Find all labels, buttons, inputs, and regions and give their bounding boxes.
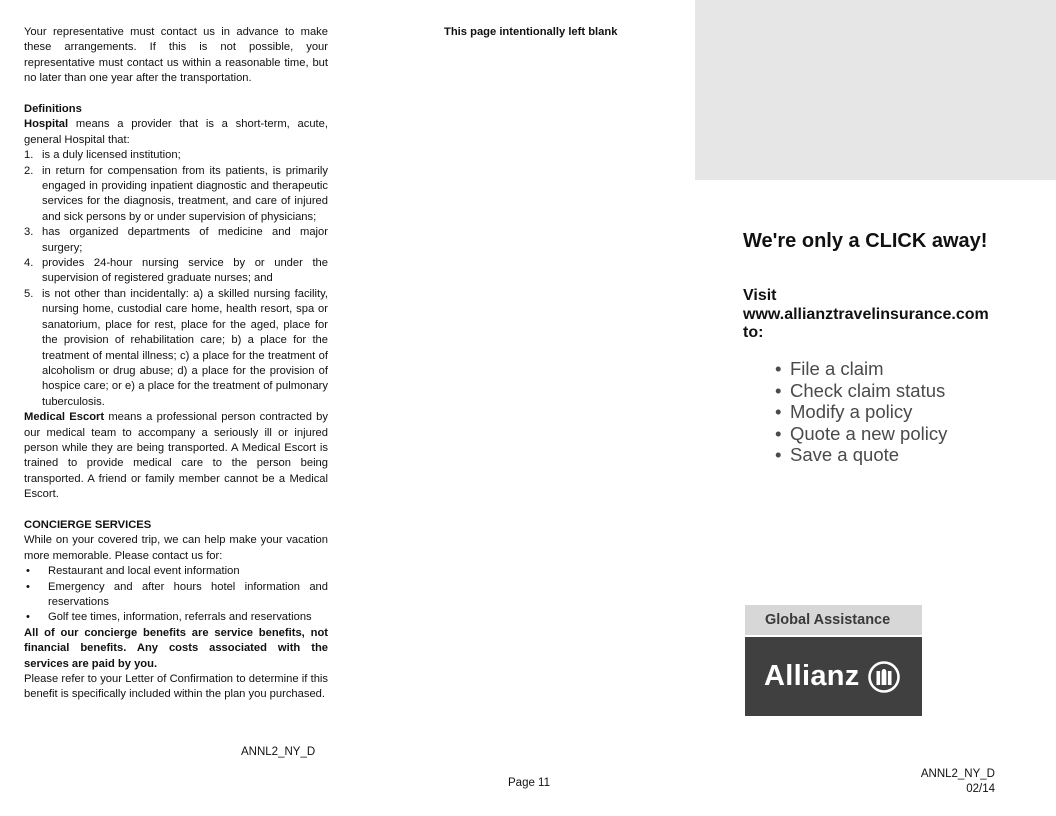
escort-term: Medical Escort	[24, 411, 105, 424]
action-text: Check claim status	[790, 379, 946, 401]
item-number: 1.	[24, 149, 34, 162]
online-actions-list	[775, 358, 947, 466]
item-number: 5.	[24, 287, 34, 300]
bullet-icon: •	[775, 444, 782, 465]
item-number: 2.	[24, 164, 34, 177]
intro-paragraph: Your representative must contact us in advance to make these arrangements. If this is not possible, your representative must contact us within a reasonable time, but no later than one year after the transportation.	[24, 26, 328, 85]
allianz-logo	[745, 605, 922, 716]
left-page-text	[24, 25, 328, 703]
online-action-item	[775, 444, 947, 466]
online-action-item	[775, 380, 947, 402]
item-text: Emergency and after hours hotel information and reservations	[48, 580, 328, 608]
item-text: has organized departments of medicine and major surgery;	[42, 226, 328, 254]
left-text-scaler	[24, 25, 328, 703]
right-footer-date: 02/14	[966, 783, 995, 795]
concierge-item	[24, 610, 328, 625]
item-text: provides 24-hour nursing service by or under the supervision of registered graduate nurses; and	[42, 257, 328, 285]
hospital-criterion-item	[24, 225, 328, 256]
action-text: Save a quote	[790, 444, 900, 465]
item-text: Golf tee times, information, referrals and reservations	[48, 611, 312, 624]
click-headline: We're only a CLICK away!	[743, 230, 988, 252]
concierge-disclaimer: All of our concierge benefits are service benefits, not financial benefits. Any costs associated with the services are paid by you.	[24, 626, 328, 670]
bullet-icon: •	[26, 580, 30, 593]
bullet-icon: •	[775, 401, 782, 422]
right-footer-code: ANNL2_NY_D	[920, 768, 995, 780]
action-text: Modify a policy	[790, 401, 913, 422]
escort-def-text: means a professional person contracted by our medical team to accompany a seriously ill or injured person while they are being transported. A Medical Escort is trained to provide medical care to the person being transported. A friend or family member cannot be a Medical Escort.	[24, 411, 328, 501]
logo-wordmark-panel	[745, 637, 922, 716]
allianz-eagle-icon	[867, 660, 901, 694]
hospital-definition	[24, 117, 328, 148]
item-number: 3.	[24, 226, 34, 239]
logo-global-assistance: Global Assistance	[745, 605, 922, 635]
bullet-icon: •	[26, 611, 30, 624]
bullet-icon: •	[26, 565, 30, 578]
left-footer-code: ANNL2_NY_D	[241, 746, 316, 758]
hospital-criteria-list	[24, 148, 328, 410]
item-text: is a duly licensed institution;	[42, 149, 181, 162]
item-text: is not other than incidentally: a) a skilled nursing facility, nursing home, custodial care home, health resort, spa or sanatorium, place for rest, place for the aged, place for the provision of rehabilitation care; b) a place for the treatment of mental illness; c) a place for the treatment of alcoholism or drug abuse; d) a place for the provision of hospice care; or e) a place for the treatment of pulmonary tuberculosis.	[42, 287, 328, 408]
concierge-note: Please refer to your Letter of Confirmation to determine if this benefit is specifically included within the plan you purchased.	[24, 673, 328, 701]
blank-page-note: This page intentionally left blank	[444, 26, 618, 38]
website-link[interactable]: www.allianztravelinsurance.com	[743, 305, 989, 323]
visit-label: Visit	[743, 287, 777, 304]
concierge-item	[24, 580, 328, 611]
logo-wordmark: Allianz	[764, 660, 860, 692]
bullet-icon: •	[775, 422, 782, 444]
item-text: in return for compensation from its patients, is primarily engaged in providing inpatient diagnostic and therapeutic services for the diagnosis, treatment, and care of injured and sick persons by or under supervision of physicians;	[42, 164, 328, 223]
online-action-item	[775, 423, 947, 445]
hospital-criterion-item	[24, 287, 328, 410]
visit-website	[743, 287, 989, 343]
hospital-criterion-item	[24, 256, 328, 287]
hospital-criterion-item	[24, 148, 328, 163]
visit-to: to:	[743, 324, 764, 341]
action-text: File a claim	[790, 358, 884, 379]
hospital-term: Hospital	[24, 118, 69, 131]
escort-definition	[24, 410, 328, 502]
concierge-services-list	[24, 564, 328, 626]
item-text: Restaurant and local event information	[48, 565, 240, 578]
concierge-item	[24, 564, 328, 579]
hospital-def-text: means a provider that is a short-term, acute, general Hospital that:	[24, 118, 328, 146]
bullet-icon: •	[775, 379, 782, 401]
concierge-heading: CONCIERGE SERVICES	[24, 518, 152, 531]
gray-panel	[695, 0, 1056, 180]
definitions-heading: Definitions	[24, 103, 82, 116]
bullet-icon: •	[775, 358, 782, 379]
hospital-criterion-item	[24, 164, 328, 226]
concierge-intro: While on your covered trip, we can help make your vacation more memorable. Please contact us for:	[24, 534, 328, 562]
right-footer	[900, 767, 995, 797]
online-action-item	[775, 358, 947, 380]
item-number: 4.	[24, 257, 34, 270]
action-text: Quote a new policy	[790, 422, 948, 444]
page-number: Page 11	[508, 777, 550, 789]
online-action-item	[775, 401, 947, 423]
